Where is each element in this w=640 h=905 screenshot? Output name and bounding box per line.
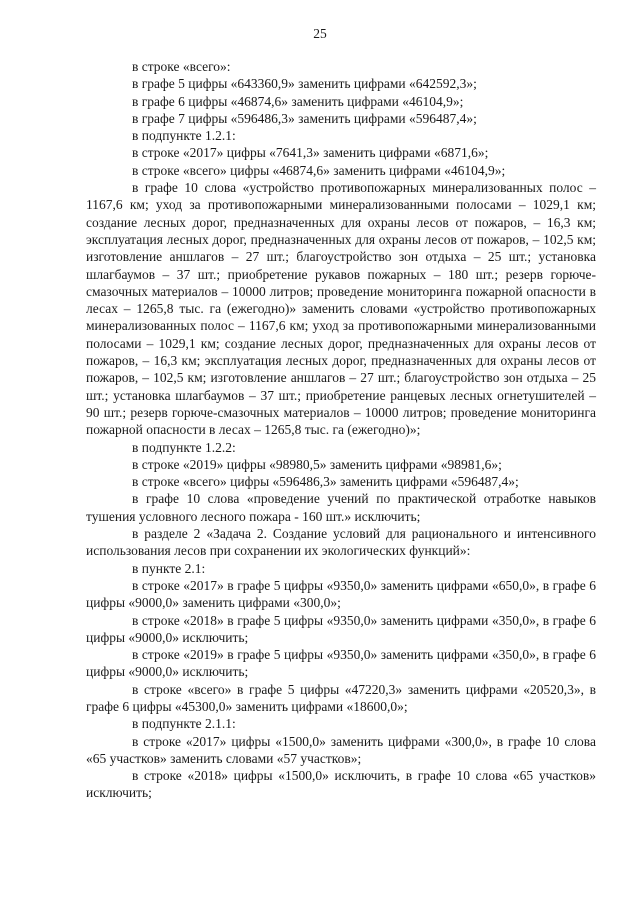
paragraph: в строке «2017» цифры «7641,3» заменить цифрами «6871,6»; <box>132 145 489 161</box>
paragraph: в пункте 2.1: <box>132 560 206 576</box>
paragraph: в строке «2018» в графе 5 цифры «9350,0» заменить цифрами «350,0», в графе 6 цифры «9000,0» исключить; <box>86 612 596 645</box>
paragraph: в графе 10 слова «проведение учений по практической отработке навыков тушения условного лесного пожара - 160 шт.» исключить; <box>86 491 596 524</box>
paragraph: в строке «всего»: <box>132 59 231 74</box>
paragraph: в подпункте 1.2.2: <box>132 439 236 455</box>
paragraph: в подпункте 1.2.1: <box>132 128 236 144</box>
document-body <box>86 58 596 802</box>
paragraph: в строке «2017» в графе 5 цифры «9350,0» заменить цифрами «650,0», в графе 6 цифры «9000,0» заменить цифрами «300,0»; <box>86 577 596 611</box>
paragraph: в строке «2017» цифры «1500,0» заменить цифрами «300,0», в графе 10 слова «65 участков» заменить словами «57 участков»; <box>86 733 596 766</box>
paragraph: в графе 10 слова «устройство противопожарных минерализованных полос – 1167,6 км; уход за противопожарными минерализованными полосами – 1029,1 км; создание лесных дорог, предназначенных для охраны лесов от пожаров, – 16,3 км; эксплуатация лесных дорог, предназначенных для охраны лесов от пожаров, – 102,5 км; изготовление аншлагов – 27 шт.; благоустройство зон отдыха – 25 шт.; установка шлагбаумов – 37 шт.; приобретение рукавов пожарных – 180 шт.; резерв горюче-смазочных материалов – 10000 литров; проведение мониторинга пожарной опасности в лесах – 1265,8 тыс. га (ежегодно)» заменить словами «устройство противопожарных минерализованных полос – 1167,6 км; уход за противопожарными минерализованными полосами – 1029,1 км; создание лесных дорог, предназначенных для охраны лесов от пожаров, – 16,3 км; эксплуатация лесных дорог, предназначенных для охраны лесов от пожаров, – 102,5 км; изготовление аншлагов – 27 шт.; благоустройство зон отдыха – 25 шт.; установка шлагбаумов – 37 шт.; приобретение ранцевых лесных огнетушителей – 90 шт.; резерв горюче-смазочных материалов – 10000 литров; проведение мониторинга пожарной опасности в лесах – 1265,8 тыс. га (ежегодно)»; <box>86 180 596 438</box>
paragraph: в подпункте 2.1.1: <box>132 716 236 732</box>
paragraph: в графе 7 цифры «596486,3» заменить цифрами «596487,4»; <box>132 110 477 126</box>
paragraph: в строке «всего» цифры «46874,6» заменить цифрами «46104,9»; <box>132 162 506 178</box>
paragraph: в графе 6 цифры «46874,6» заменить цифрами «46104,9»; <box>132 93 464 109</box>
paragraph: в строке «2019» цифры «98980,5» заменить цифрами «98981,6»; <box>132 456 502 472</box>
paragraph: в строке «2018» цифры «1500,0» исключить, в графе 10 слова «65 участков» исключить; <box>86 768 596 801</box>
paragraph: в строке «2019» в графе 5 цифры «9350,0» заменить цифрами «350,0», в графе 6 цифры «9000,0» исключить; <box>86 647 596 680</box>
paragraph: в графе 5 цифры «643360,9» заменить цифрами «642592,3»; <box>132 76 477 92</box>
paragraph: в строке «всего» цифры «596486,3» заменить цифрами «596487,4»; <box>132 474 519 490</box>
paragraph: в разделе 2 «Задача 2. Создание условий для рационального и интенсивного использования лесов при сохранении их экологических функций»: <box>86 526 596 559</box>
paragraph: в строке «всего» в графе 5 цифры «47220,3» заменить цифрами «20520,3», в графе 6 цифры «45300,0» заменить цифрами «18600,0»; <box>86 681 596 714</box>
page-number: 25 <box>313 26 327 41</box>
